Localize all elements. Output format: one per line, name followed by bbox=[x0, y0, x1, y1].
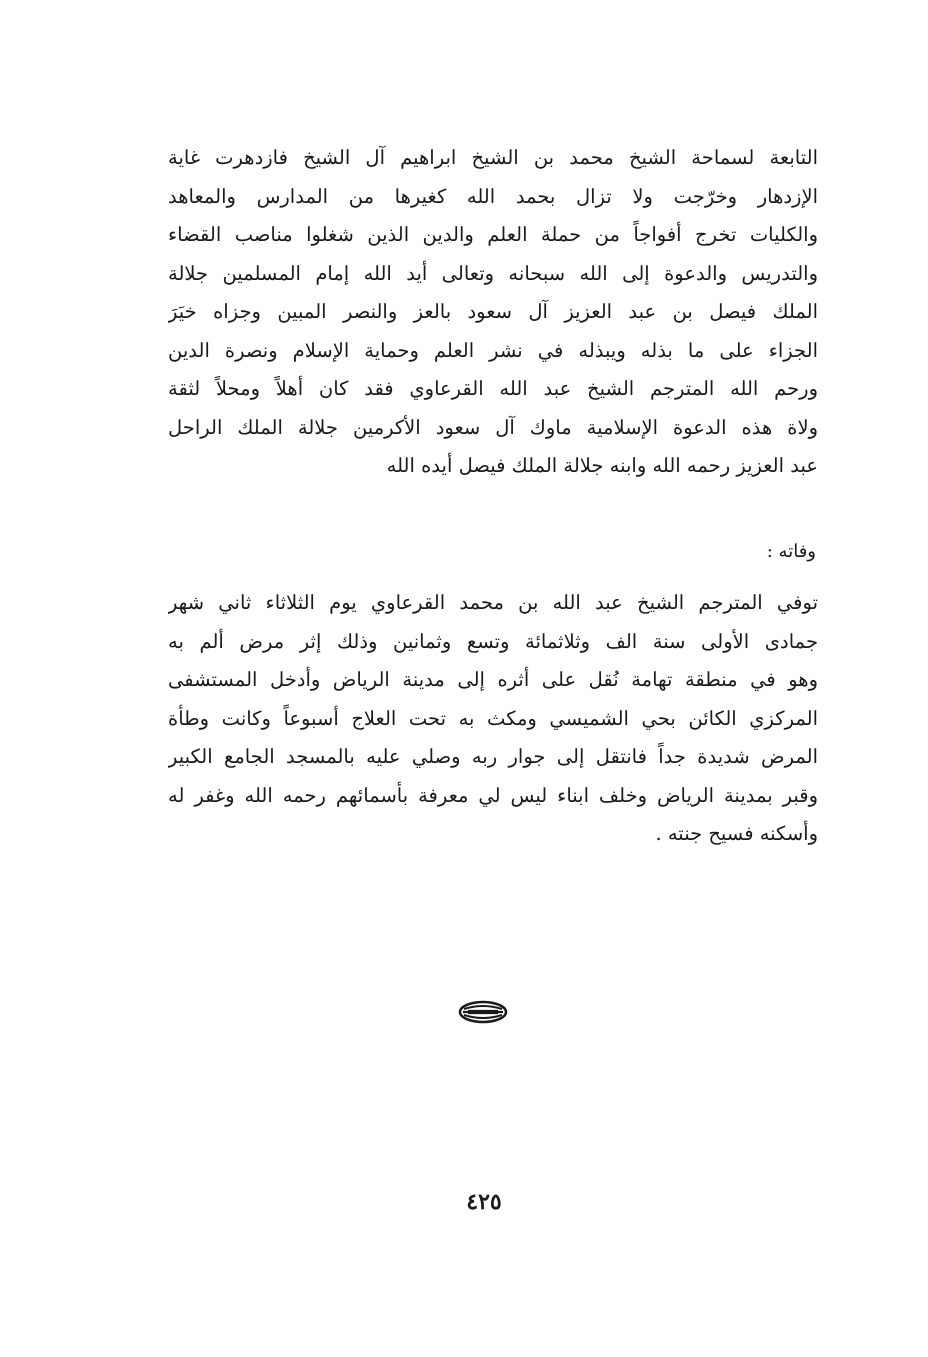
page-number: ٤٢٥ bbox=[466, 1189, 502, 1215]
text-line: الإزدهار وخرّجت ولا تزال بحمد الله كغيرها من المدارس والمعاهد bbox=[168, 184, 818, 208]
text-line: الجزاء على ما بذله ويبذله في نشر العلم وحماية الإسلام ونصرة الدين bbox=[168, 338, 818, 362]
text-line: الملك فيصل بن عبد العزيز آل سعود بالعز والنصر المبين وجزاه خيَرَ bbox=[168, 300, 818, 323]
text-line: وأسكنه فسيح جنته . bbox=[655, 822, 818, 845]
text-line: المركزي الكائن بحي الشميسي ومكث به تحت العلاج أسبوعاً وكانت وطأة bbox=[168, 706, 818, 730]
text-line: وقبر بمدينة الرياض وخلف ابناء ليس لي معرفة بأسمائهم رحمه الله وغفر له bbox=[168, 783, 818, 807]
paragraph-1 bbox=[168, 139, 818, 486]
text-line: ولاة هذه الدعوة الإسلامية ماوك آل سعود الأكرمين جلالة الملك الراحل bbox=[168, 415, 818, 439]
text-line: توفي المترجم الشيخ عبد الله بن محمد القرعاوي يوم الثلاثاء ثاني شهر bbox=[168, 591, 818, 614]
text-line: ورحم الله المترجم الشيخ عبد الله القرعاوي فقد كان أهلاً ومحلاً لثقة bbox=[168, 377, 818, 400]
text-line: جمادى الأولى سنة الف وثلاثمائة وتسع وثمانين وذلك إثر مرض ألم به bbox=[168, 629, 818, 653]
oval-ornament-icon bbox=[458, 1000, 508, 1024]
text-line: والكليات تخرج أفواجاً من حملة العلم والدين الذين شغلوا مناصب القضاء bbox=[168, 223, 818, 246]
text-line: عبد العزيز رحمه الله وابنه جلالة الملك فيصل أيده الله bbox=[386, 454, 818, 477]
text-line: والتدريس والدعوة إلى الله سبحانه وتعالى أيد الله إمام المسلمين جلالة bbox=[168, 261, 818, 285]
section-heading: وفاته : bbox=[766, 541, 816, 562]
text-line: المرض شديدة جداً فانتقل إلى جوار ربه وصلي عليه بالمسجد الجامع الكبير bbox=[168, 745, 818, 768]
text-line: التابعة لسماحة الشيخ محمد بن الشيخ ابراهيم آل الشيخ فازدهرت غاية bbox=[168, 146, 818, 169]
text-line: وهو في منطقة تهامة نُقل على أثره إلى مدينة الرياض وأدخل المستشفى bbox=[168, 668, 818, 691]
paragraph-2 bbox=[168, 584, 818, 854]
